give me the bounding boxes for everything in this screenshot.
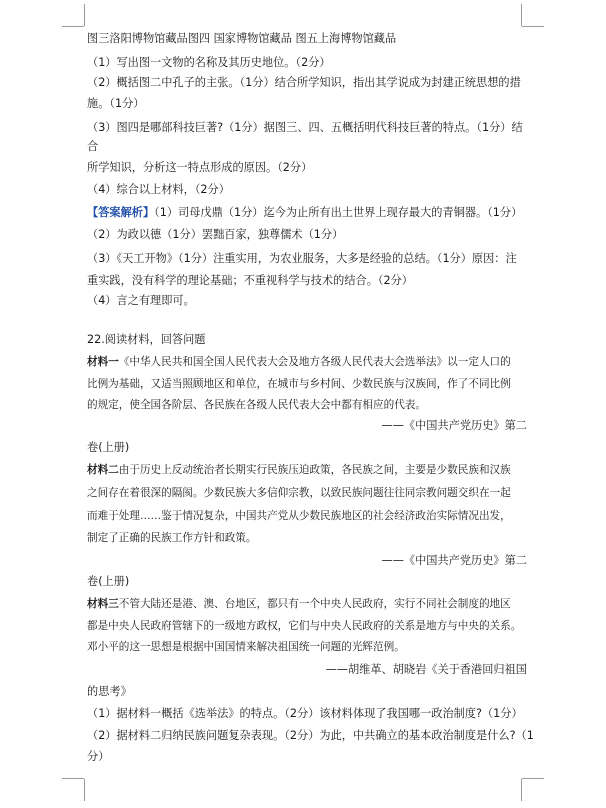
material-1-line-1 (87, 355, 511, 369)
material-3-text: 不管大陆还是港、澳、台地区，都只有一个中央人民政府，实行不同社会制度的地区 (118, 598, 511, 610)
crop-mark-bottom-right-v (521, 779, 522, 801)
crop-mark-top-left-v (84, 4, 85, 26)
subquestion-1: （1）据材料一概括《选举法》的特点。（2分）该材料体现了我国哪一政治制度?（1分） (87, 707, 523, 720)
material-3-line-3: 邓小平的这一思想是根据中国国情来解决祖国统一问题的光辉范例。 (87, 641, 405, 653)
answer-2: （2）为政以德（1分）罢黜百家，独尊儒术（1分） (87, 228, 344, 241)
subquestion-2: （2）据材料二归纳民族问题复杂表现。（2分）为此，中共确立的基本政治制度是什么?（1 (87, 729, 534, 742)
material-3-line-2: 都是中央人民政府管辖下的一级地方政权，它们与中央人民政府的关系是地方与中央的关系。 (87, 620, 522, 632)
crop-mark-top-left-h (62, 26, 84, 27)
material-2-line-1 (87, 463, 511, 477)
material-2-line-2: 之间存在着很深的隔阂。少数民族大多信仰宗教，以致民族问题往往同宗教问题交织在一起 (87, 487, 511, 499)
crop-mark-top-right-v (521, 4, 522, 26)
material-1-label: 材料一 (87, 356, 119, 368)
material-2-label: 材料二 (87, 464, 119, 476)
material-3-source-cont: 的思考》 (87, 685, 132, 698)
material-2-source: ——《中国共产党历史》第二 (381, 554, 527, 567)
question-3-cont: 合 (87, 140, 99, 153)
crop-mark-bottom-left-h (62, 778, 84, 779)
material-3-line-1 (87, 597, 511, 611)
question-3: （3）图四是哪部科技巨著?（1分）据图三、四、五概括明代科技巨著的特点。（1分）结 (87, 121, 523, 134)
material-1-source: ——《中国共产党历史》第二 (381, 419, 527, 432)
figure-caption: 图三洛阳博物馆藏品图四 国家博物馆藏品 图五上海博物馆藏品 (87, 32, 397, 45)
question-1: （1）写出图一文物的名称及其历史地位。（2分） (87, 56, 331, 69)
material-2-source-cont: 卷(上册) (87, 575, 130, 588)
question-4: （4）综合以上材料，（2分） (87, 183, 230, 196)
crop-mark-top-right-h (522, 26, 544, 27)
answer-4: （4）言之有理即可。 (87, 294, 195, 307)
question-2: （2）概括图二中孔子的主张。（1分）结合所学知识，指出其学说成为封建正统思想的措 (87, 76, 521, 89)
answer-1-text: （1）司母戊鼎（1分）迄今为止所有出土世界上现存最大的青铜器。（1分） (154, 206, 523, 219)
material-2-text: 由于历史上反动统治者长期实行民族压迫政策，各民族之间，主要是少数民族和汉族 (118, 464, 511, 476)
material-1-text: 《中华人民共和国全国人民代表大会及地方各级人民代表大会选举法》以一定人口的 (118, 356, 511, 368)
crop-mark-bottom-right-h (522, 778, 544, 779)
material-3-label: 材料三 (87, 598, 119, 610)
question-22-title: 22.阅读材料，回答问题 (87, 333, 206, 346)
material-2-line-3: 而难于处理……鉴于情况复杂，中国共产党从少数民族地区的社会经济政治实际情况出发， (87, 510, 511, 522)
question-2-cont: 施。（1分） (87, 97, 145, 110)
material-1-line-3: 的规定，使全国各阶层、各民族在各级人民代表大会中都有相应的代表。 (87, 399, 426, 411)
answer-3-cont: 重实践，没有科学的理论基础；不重视科学与技术的结合。（2分） (87, 274, 413, 287)
answer-3: （3）《天工开物》（1分）注重实用，为农业服务，大多是经验的总结。（1分）原因：注 (87, 252, 517, 265)
question-3-cont2: 所学知识，分析这一特点形成的原因。（2分） (87, 161, 313, 174)
subquestion-2-cont: 分） (87, 750, 110, 763)
crop-mark-bottom-left-v (84, 779, 85, 801)
material-3-source: ——胡维革、胡晓岩《关于香港回归祖国 (325, 663, 527, 676)
answer-analysis-tag: 【答案解析】 (87, 206, 155, 219)
material-2-line-4: 制定了正确的民族工作方针和政策。 (87, 532, 257, 544)
answer-1 (87, 206, 522, 220)
material-1-source-cont: 卷(上册) (87, 441, 130, 454)
material-1-line-2: 比例为基础，又适当照顾地区和单位，在城市与乡村间、少数民族与汉族间，作了不同比例 (87, 378, 511, 390)
